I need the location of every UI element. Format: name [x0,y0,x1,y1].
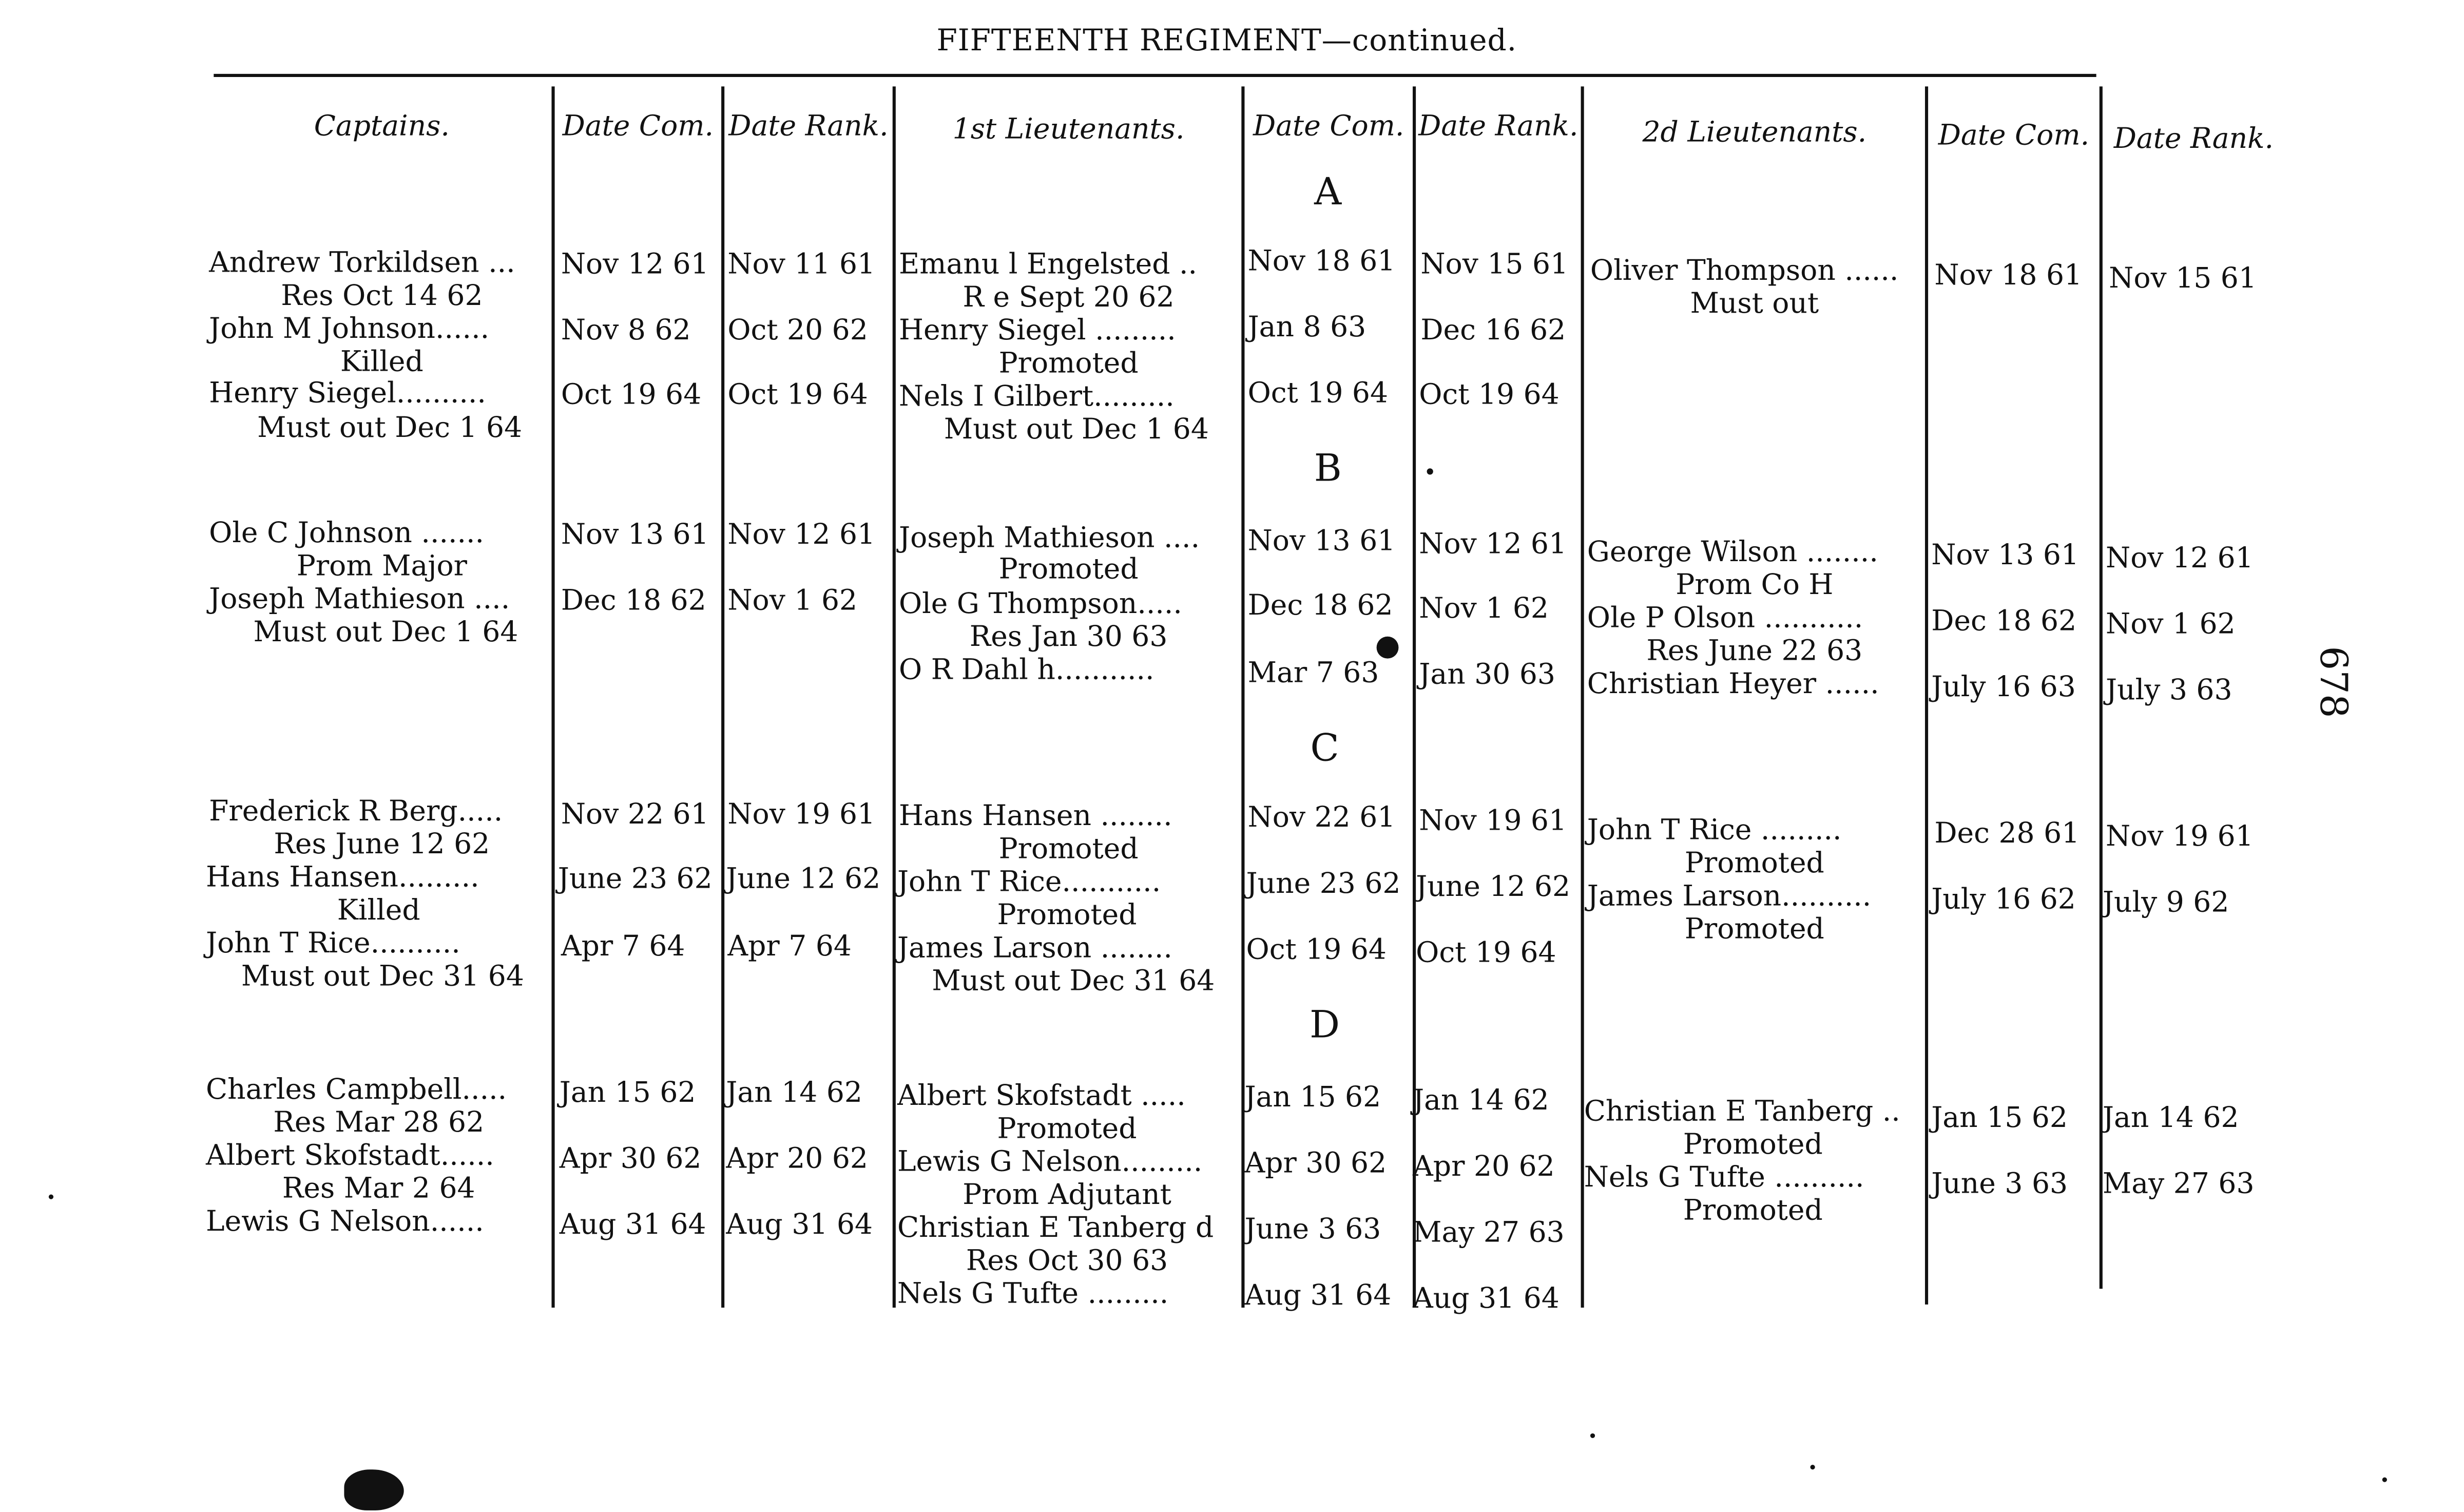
column-rule [1925,86,1928,1304]
officer-name: Christian E Tanberg .. [1584,1095,1900,1128]
company-letter: A [1314,169,1342,214]
officer-name: Frederick R Berg..... [209,795,503,829]
header-second-lt-date-com: Date Com. [1938,119,2090,152]
officer-note: Must out [1690,288,1819,321]
officer-note: Killed [337,894,420,928]
date-rank: Dec 16 62 [1420,314,1566,348]
officer-note: Prom Major [296,550,467,583]
officer-note: Prom Adjutant [962,1178,1171,1212]
officer-name: Nels I Gilbert......... [899,380,1175,414]
date-commissioned: Jan 15 62 [1244,1081,1381,1115]
date-rank: Oct 19 64 [1419,378,1560,412]
date-rank: Aug 31 64 [1413,1282,1560,1316]
date-rank: Jan 14 62 [1413,1084,1549,1118]
officer-name: Albert Skofstadt ..... [897,1080,1186,1113]
column-rule [1581,86,1584,1308]
date-commissioned: Aug 31 64 [559,1209,706,1242]
column-rule [1241,86,1244,1308]
officer-name: O R Dahl h........... [899,654,1154,687]
officer-note: Res June 12 62 [274,828,490,862]
date-commissioned: Apr 30 62 [1244,1147,1387,1180]
officer-note: Must out Dec 1 64 [253,616,518,649]
officer-note: Res June 22 63 [1646,635,1863,668]
speck [2382,1478,2387,1482]
officer-name: Henry Siegel.......... [209,377,486,410]
date-rank: June 12 62 [726,863,881,896]
officer-note: Res Oct 14 62 [281,279,483,313]
date-rank: Aug 31 64 [726,1209,873,1242]
date-rank: Nov 1 62 [2106,608,2236,641]
officer-note: Promoted [998,553,1139,586]
date-commissioned: Nov 22 61 [561,798,709,832]
header-captains: Captains. [314,110,450,143]
date-commissioned: Mar 7 63 [1247,657,1379,690]
officer-note: Killed [340,346,424,379]
date-commissioned: Nov 13 61 [561,519,709,552]
date-rank: July 3 63 [2106,674,2232,707]
date-rank: Nov 15 61 [2109,262,2257,296]
company-letter: B [1314,446,1342,491]
header-first-lieutenants: 1st Lieutenants. [952,113,1185,146]
officer-name: Nels G Tufte ......... [897,1277,1169,1311]
date-rank: Jan 14 62 [2102,1101,2239,1135]
date-commissioned: June 23 62 [557,863,713,896]
date-rank: Oct 19 64 [727,378,868,412]
speck [1811,1465,1815,1469]
date-commissioned: Dec 18 62 [561,584,706,618]
date-commissioned: Aug 31 64 [1244,1279,1392,1313]
date-rank: Nov 12 61 [727,519,876,552]
officer-name: Lewis G Nelson...... [206,1205,484,1239]
officer-name: John T Rice........... [897,866,1161,899]
column-rule [2100,86,2102,1289]
date-commissioned: June 3 63 [1931,1168,2068,1201]
date-rank: Oct 20 62 [727,314,868,348]
date-commissioned: Jan 15 62 [559,1076,696,1110]
date-rank: Nov 15 61 [1420,248,1569,281]
date-commissioned: June 3 63 [1244,1213,1381,1247]
column-rule [551,86,554,1308]
officer-name: Albert Skofstadt...... [206,1139,494,1173]
company-letter: C [1310,726,1339,770]
date-rank: Jan 14 62 [726,1076,862,1110]
officer-name: Joseph Mathieson .... [899,522,1200,555]
date-rank: Nov 19 61 [727,798,876,832]
officer-name: Ole C Johnson ....... [209,517,485,550]
speck [49,1195,53,1199]
date-commissioned: Oct 19 64 [1247,377,1389,410]
officer-name: John T Rice.......... [206,927,460,961]
date-commissioned: Jan 8 63 [1247,311,1366,344]
date-commissioned: Dec 18 62 [1247,589,1393,623]
officer-note: Promoted [997,899,1137,932]
officer-name: Lewis G Nelson......... [897,1145,1203,1179]
date-rank: May 27 63 [2102,1168,2255,1201]
date-rank: Nov 1 62 [1419,592,1549,626]
officer-name: George Wilson ........ [1587,535,1878,569]
officer-name: Nels G Tufte .......... [1584,1161,1864,1195]
officer-note: Must out Dec 31 64 [241,960,524,993]
date-commissioned: July 16 63 [1931,671,2076,704]
date-commissioned: Dec 18 62 [1931,605,2077,638]
date-commissioned: July 16 62 [1931,883,2076,916]
officer-name: Hans Hansen ........ [899,800,1172,833]
date-rank: Nov 12 61 [2106,542,2254,576]
speck [1427,468,1433,474]
date-rank: Apr 20 62 [726,1142,868,1176]
officer-name: Christian Heyer ...... [1587,668,1879,701]
officer-name: James Larson.......... [1587,880,1872,913]
officer-name: James Larson ........ [897,932,1172,965]
header-second-lt-date-rank: Date Rank. [2113,122,2274,156]
header-captains-date-com: Date Com. [562,110,714,143]
officer-note: Res Jan 30 63 [969,621,1168,654]
date-rank: Oct 19 64 [1416,936,1556,970]
officer-note: Must out Dec 1 64 [944,413,1209,447]
officer-note: Res Oct 30 63 [966,1245,1168,1278]
ink-blot [1377,637,1399,659]
officer-note: Must out Dec 31 64 [932,965,1215,998]
header-second-lieutenants: 2d Lieutenants. [1642,116,1867,149]
column-rule [1413,86,1415,1308]
date-rank: Nov 12 61 [1419,528,1567,561]
officer-name: Ole P Olson ........... [1587,602,1863,635]
date-commissioned: Apr 7 64 [561,930,685,964]
date-commissioned: Nov 13 61 [1931,539,2080,572]
officer-note: Promoted [1684,847,1824,881]
column-rule [893,86,895,1308]
ink-blot [344,1469,403,1510]
date-rank: June 12 62 [1416,870,1571,904]
date-commissioned: Jan 15 62 [1931,1101,2068,1135]
officer-name: John M Johnson...... [209,313,490,346]
officer-name: Christian E Tanberg d [897,1212,1214,1245]
officer-note: Promoted [998,347,1139,380]
officer-name: Joseph Mathieson .... [209,583,510,616]
officer-note: Promoted [1684,913,1824,946]
officer-name: Hans Hansen......... [206,861,479,894]
date-rank: Apr 7 64 [727,930,852,964]
date-rank: Nov 19 61 [1419,805,1567,838]
header-captains-date-rank: Date Rank. [728,110,889,143]
officer-name: Oliver Thompson ...... [1590,254,1899,288]
date-commissioned: June 23 62 [1246,867,1401,901]
date-commissioned: Apr 30 62 [559,1142,702,1176]
officer-name: Andrew Torkildsen ... [209,246,515,280]
date-rank: May 27 63 [1413,1216,1565,1250]
page-number: 678 [2311,646,2356,718]
company-letter: D [1310,1003,1340,1047]
officer-name: John T Rice ......... [1587,814,1842,847]
officer-note: Promoted [997,1113,1137,1146]
officer-name: Ole G Thompson..... [899,587,1182,621]
date-commissioned: Nov 18 61 [1934,259,2083,293]
officer-note: Promoted [1683,1194,1823,1228]
date-rank: Nov 11 61 [727,248,876,281]
date-commissioned: Oct 19 64 [1246,933,1387,967]
top-rule [214,74,2096,77]
column-rule [721,86,724,1308]
date-commissioned: Dec 28 61 [1934,817,2080,851]
header-first-lt-date-rank: Date Rank. [1418,110,1578,143]
officer-name: Henry Siegel ......... [899,314,1176,348]
officer-note: Must out Dec 1 64 [257,412,523,445]
speck [1590,1433,1595,1438]
date-rank: July 9 62 [2102,886,2229,920]
date-commissioned: Nov 18 61 [1247,245,1396,278]
date-commissioned: Nov 13 61 [1247,525,1396,558]
date-rank: Apr 20 62 [1413,1150,1555,1184]
date-commissioned: Nov 12 61 [561,248,709,281]
officer-name: Emanu l Engelsted .. [899,248,1198,281]
officer-note: Prom Co H [1676,569,1834,602]
date-rank: Nov 19 61 [2106,820,2254,854]
officer-note: Promoted [998,833,1139,866]
officer-name: Charles Campbell..... [206,1073,507,1107]
date-rank: Jan 30 63 [1419,658,1555,692]
officer-note: Promoted [1683,1128,1823,1162]
page-title: FIFTEENTH REGIMENT—continued. [936,23,1517,59]
date-commissioned: Nov 22 61 [1247,801,1396,835]
officer-note: R e Sept 20 62 [962,281,1175,315]
date-commissioned: Oct 19 64 [561,378,702,412]
officer-note: Res Mar 28 62 [273,1106,485,1140]
date-rank: Nov 1 62 [727,584,858,618]
date-commissioned: Nov 8 62 [561,314,691,348]
officer-note: Res Mar 2 64 [282,1172,475,1205]
header-first-lt-date-com: Date Com. [1253,110,1404,143]
